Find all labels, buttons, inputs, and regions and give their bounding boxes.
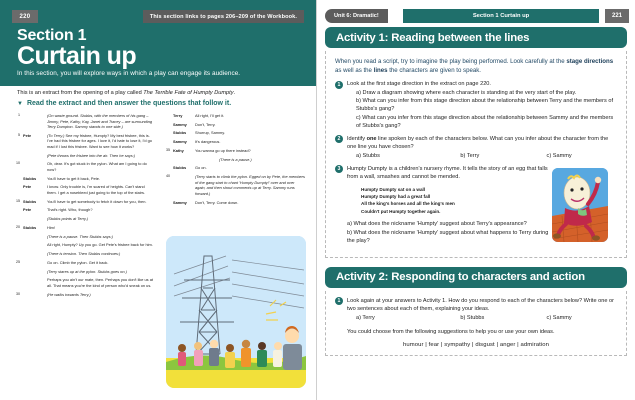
script-line — [164, 139, 305, 145]
script-line — [14, 176, 155, 182]
rhyme-line-1: Humpty Dumpty sat on a wall — [361, 186, 426, 192]
line-number — [164, 157, 173, 163]
nursery-rhyme — [347, 186, 555, 216]
script-line — [14, 199, 155, 205]
line-number: 20 — [16, 224, 20, 229]
script-column-1 — [14, 113, 155, 385]
rhyme-line-3: All the king's horses and all the king's men — [361, 201, 455, 207]
activity-2-question-1 — [335, 297, 617, 323]
speaker-name — [23, 234, 47, 240]
line-number — [164, 130, 173, 136]
line-number: 5 — [18, 132, 20, 137]
activity-2-word-bank: humour | fear | sympathy | disgust | anger | admiration — [402, 342, 550, 349]
speaker-name — [23, 251, 47, 257]
activity-2-option-b: b) Stubbs — [460, 315, 485, 322]
script-line — [14, 251, 155, 257]
read-instruction-row — [17, 100, 231, 107]
script-line — [164, 200, 305, 206]
question-3-stem: Humpty Dumpty is a children's nursery rhyme. It tells the story of an egg that falls from a wall, smashes and cannot be mended. — [347, 165, 548, 181]
speech-text: Go on. — [195, 165, 207, 171]
script-line — [164, 148, 305, 154]
section-subtitle: In this section, you will explore ways in which a play can engage its audience. — [17, 70, 241, 77]
question-1-stem: Look at the first stage direction in the extract on page 220. — [347, 81, 491, 88]
section-title: Curtain up — [17, 42, 136, 70]
question-2-option-b: b) Terry — [460, 153, 480, 160]
script-line — [164, 130, 305, 136]
script-line — [14, 277, 155, 288]
question-number-badge: 3 — [335, 165, 343, 173]
question-2-option-a: a) Stubbs — [356, 153, 380, 160]
rhyme-line-2: Humpty Dumpty had a great fall — [361, 194, 431, 200]
speaker-name — [23, 269, 47, 275]
section-label: Section 1 — [17, 27, 87, 44]
extract-intro-prefix: This is an extract from the opening of a play called — [17, 90, 144, 96]
speaker-name: Kathy — [173, 147, 184, 153]
line-number — [164, 200, 173, 206]
activity-1-question-3 — [335, 165, 617, 246]
activity-1-question-2 — [335, 135, 617, 161]
speech-text: (Terry starts to climb the pylon. Egged on by Pete, the members of the gang start to chant 'Humpty Dumpty!' over and over again, and then shout comments up at Terry. Sammy runs forward.) — [195, 174, 305, 196]
script-line — [14, 113, 155, 130]
play-title: The Terrible Fate of Humpty Dumpty — [143, 90, 234, 96]
line-number — [14, 234, 23, 240]
speech-text: That's right. Who, though? — [47, 207, 93, 213]
speech-text: (Terry stares up at the pylon. Stubbs goes on.) — [47, 268, 127, 274]
question-1-content — [347, 80, 617, 130]
speaker-name: Terry — [173, 113, 183, 118]
speech-text: (He walks towards Terry.) — [47, 291, 91, 297]
line-number: 1 — [18, 113, 20, 117]
activity-2-stem: Look again at your answers to Activity 1. How do you respond to each of the characters below? Write one or two sentences about each of them, explaining your ideas. — [347, 297, 614, 312]
extract-intro-suffix: . — [233, 90, 236, 96]
humpty-artwork-svg — [552, 168, 608, 242]
speaker-name — [23, 153, 47, 159]
running-head — [325, 9, 629, 23]
rhyme-line-4: Couldn't put Humpty together again. — [361, 208, 441, 214]
question-2-emphasis: one — [366, 135, 377, 142]
activity-2-option-c: c) Sammy — [546, 315, 572, 322]
speaker-name — [23, 292, 47, 298]
speech-text: You'll have to get it back, Pete. — [47, 175, 100, 181]
question-2-stem-pre: Identify — [347, 135, 367, 142]
speaker-name: Sammy — [173, 121, 187, 127]
speech-text: Oh, dear. It's got stuck in the pylon. What am I going to do now? — [47, 161, 147, 172]
speech-text: Don't, Terry. — [195, 121, 216, 127]
speech-text: I know. Only trouble is, I'm scared of heights. Can't stand them. I get a nosebleed just going to the top of the stairs. — [47, 184, 145, 195]
speech-text: Shurrup, Sammy. — [195, 130, 225, 136]
activity-2-note: You could choose from the following suggestions to help you or use your own ideas. — [347, 328, 555, 335]
script-line — [14, 292, 155, 298]
speech-text: Go on. Climb the pylon. Get it back. — [47, 259, 109, 265]
speech-text: (There is tension. Then Stubbs continues:) — [47, 251, 121, 257]
speech-text: All right, I'll get it. — [195, 113, 225, 118]
activity-1-heading: Activity 1: Reading between the lines — [325, 27, 627, 48]
script-line — [14, 242, 155, 248]
script-line — [14, 234, 155, 240]
speech-text: (To Terry.) See my frisbee, Humpty? My best frisbee, this is. I've had this frisbee for ages. I love it, I'd hate to lose it, I'd go mad if I lost this frisbee. Want to see how it works? — [47, 132, 152, 149]
speech-text: Him! — [47, 224, 55, 230]
speaker-name: Sammy — [173, 139, 187, 145]
running-section-label: Section 1 Curtain up — [403, 9, 599, 23]
read-instruction-text: Read the extract and then answer the questions that follow it. — [26, 100, 232, 107]
line-number — [164, 139, 173, 145]
activity-2-options — [347, 314, 617, 322]
question-2-options — [347, 152, 617, 160]
speaker-name — [173, 174, 195, 196]
lede-part-c: as well as the — [335, 67, 374, 75]
speech-text: (Pete throws the frisbee into the air. Then he says:) — [47, 152, 136, 158]
lede-lines: lines — [373, 67, 388, 75]
extract-intro — [17, 90, 235, 96]
unit-label: Unit 6: Dramatic! — [325, 9, 388, 23]
workbook-link-note: This section links to pages 206–209 of the Workbook. — [143, 10, 304, 23]
speaker-name — [173, 157, 195, 163]
line-number: 40 — [166, 174, 170, 179]
question-1-part-a: a) Draw a diagram showing where each character is standing at the very start of the play. — [356, 89, 577, 96]
speech-text: All right, Humpty? Up you go. Get Pete's frisbee back for him. — [47, 242, 153, 248]
line-number — [14, 216, 23, 222]
speaker-name — [23, 242, 47, 248]
script-line — [14, 153, 155, 159]
line-number: 10 — [16, 161, 20, 166]
speech-text: You wanna go up there instead? — [195, 147, 251, 153]
script-line — [14, 225, 155, 231]
speaker-name — [23, 161, 47, 172]
humpty-dumpty-illustration — [552, 168, 608, 242]
speech-text: You'll have to get somebody to fetch it down for you, then. — [47, 198, 147, 204]
question-2-stem — [347, 135, 617, 152]
speech-text: Perhaps you ain't our mate, then. Perhaps you don't like us at all. That means you're the kind of person who'd sneak on us. — [47, 277, 153, 288]
question-1-part-c: c) What can you infer from this stage direction about the relationship between Sammy and the members of Stubbs's gang? — [356, 114, 614, 130]
question-3-part-b: b) What does the nickname 'Humpty' suggest about what happens to Terry during the play? — [347, 229, 549, 245]
page-number-right: 221 — [605, 9, 629, 23]
question-3-part-a: a) What does the nickname 'Humpty' suggest about Terry's appearance? — [347, 221, 527, 228]
pylon-illustration — [166, 236, 306, 388]
speech-text: (Stubbs points at Terry.) — [47, 216, 89, 222]
line-number — [14, 184, 23, 195]
speech-text: It's dangerous. — [195, 139, 221, 145]
question-2-stem-post: line spoken by each of the characters below. What can you infer about the character from the one line you have chosen? — [347, 135, 609, 151]
speaker-name: Pete — [23, 207, 32, 213]
speaker-name: Stubbs — [23, 175, 37, 181]
activity-1 — [317, 27, 635, 258]
script-line — [164, 157, 305, 163]
speaker-name: Pete — [23, 132, 32, 138]
speaker-name — [23, 113, 47, 130]
triangle-down-icon: ▼ — [17, 100, 23, 107]
script-line — [14, 207, 155, 213]
script-line — [14, 260, 155, 266]
question-number-badge: 1 — [335, 81, 343, 89]
line-number — [164, 165, 173, 171]
lede-part-e: the characters are given to speak. — [387, 67, 482, 75]
activity-2-option-a: a) Terry — [356, 315, 375, 322]
speech-text: (There is a pause.) — [219, 156, 252, 162]
question-1-part-b: b) What can you infer from this stage direction about the relationship between Terry and the members of Stubbs's gang? — [356, 98, 614, 113]
line-number — [14, 207, 23, 213]
script-line — [164, 113, 305, 119]
line-number — [14, 176, 23, 182]
line-number — [14, 242, 23, 248]
line-number: 30 — [16, 291, 20, 296]
line-number: 35 — [166, 147, 170, 152]
speech-text: (There is a pause. Then Stubbs says:) — [47, 233, 113, 239]
speaker-name: Pete — [23, 184, 32, 190]
question-2-option-c: c) Sammy — [546, 153, 572, 160]
question-number-badge: 1 — [335, 297, 343, 305]
line-number — [14, 153, 23, 159]
line-number — [14, 269, 23, 275]
activity-2-question-content — [347, 297, 617, 323]
speech-text: Don't, Terry. Come down. — [195, 199, 239, 205]
script-line — [14, 269, 155, 275]
speaker-name — [23, 277, 47, 288]
script-line — [164, 174, 305, 196]
lede-part-a: When you read a script, try to imagine the play being performed. Look carefully at the — [335, 58, 567, 65]
speaker-name — [23, 260, 47, 266]
line-number — [164, 122, 173, 128]
lede-stage-directions: stage directions — [566, 58, 614, 65]
speaker-name: Sammy — [173, 199, 187, 205]
speaker-name: Stubbs — [23, 198, 37, 204]
speaker-name — [23, 216, 47, 222]
script-line — [14, 133, 155, 150]
line-number — [164, 113, 173, 119]
line-number — [14, 277, 23, 288]
page-number-left: 220 — [12, 10, 38, 23]
left-page — [0, 0, 317, 400]
pylon-artwork-svg — [166, 236, 306, 388]
script-line — [14, 184, 155, 195]
speaker-name: Stubbs — [23, 224, 37, 230]
speaker-name: Stubbs — [173, 130, 187, 136]
stage-direction-inline: (To Terry.) — [47, 132, 66, 138]
script-line — [14, 161, 155, 172]
activity-2-body — [325, 291, 627, 357]
line-number — [14, 251, 23, 257]
line-number: 15 — [16, 198, 20, 203]
activity-1-body — [325, 51, 627, 258]
script-line — [164, 165, 305, 171]
activity-1-question-1 — [335, 80, 617, 130]
speaker-name: Stubbs — [173, 165, 187, 171]
speech-text: (On waste ground. Stubbs, with the members of his gang – Jimmy, Pete, Kathy, Kay, Janet and Tracey – are surrounding Terry Dumpton. Sammy stands to one side.) — [47, 113, 153, 130]
activity-2 — [317, 267, 635, 357]
right-page — [317, 0, 635, 400]
script-line — [164, 122, 305, 128]
activity-2-heading: Activity 2: Responding to characters and action — [325, 267, 627, 288]
line-number: 25 — [16, 259, 20, 264]
question-2-content — [347, 135, 617, 161]
question-number-badge: 2 — [335, 135, 343, 143]
script-line — [14, 216, 155, 222]
activity-1-lede — [335, 57, 617, 75]
